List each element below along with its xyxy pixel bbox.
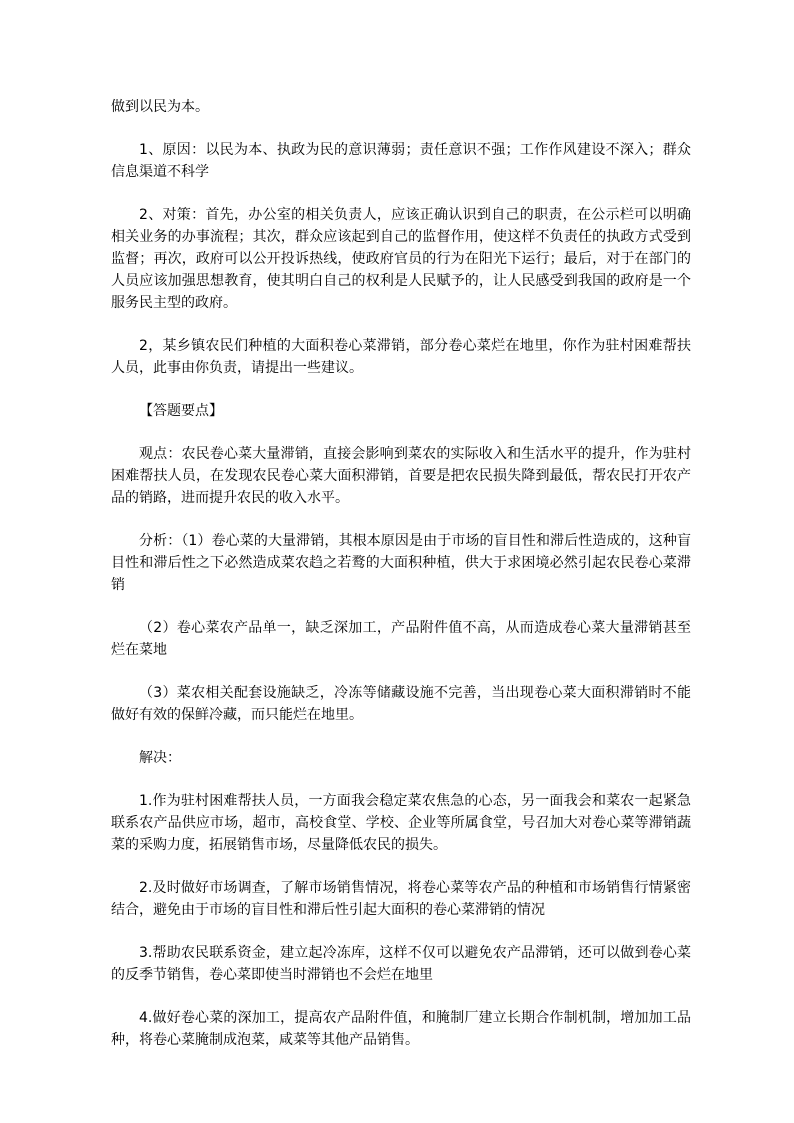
paragraph-analysis-3: （3）菜农相关配套设施缺乏，冷冻等储藏设施不完善，当出现卷心菜大面积滞销时不能做好有效的保鲜冷藏，而只能烂在地里。 xyxy=(111,685,691,723)
paragraph-solution-4: 4.做好卷心菜的深加工，提高农产品附件值，和腌制厂建立长期合作制机制，增加加工品种，将卷心菜腌制成泡菜，咸菜等其他产品销售。 xyxy=(111,1010,691,1048)
paragraph-causes: 1、原因：以民为本、执政为民的意识薄弱；责任意识不强；工作作风建设不深入；群众信息渠道不科学 xyxy=(111,142,691,180)
paragraph-question-2: 2，某乡镇农民们种植的大面积卷心菜滞销，部分卷心菜烂在地里，你作为驻村困难帮扶人员，此事由你负责，请提出一些建议。 xyxy=(111,338,691,376)
section-heading-answer-points: 【答题要点】 xyxy=(139,403,223,419)
paragraph-intro-continuation: 做到以民为本。 xyxy=(111,99,209,115)
paragraph-countermeasures: 2、对策：首先，办公室的相关负责人，应该正确认识到自己的职责，在公示栏可以明确相关业务的办事流程；其次，群众应该起到自己的监督作用，使这样不负责任的执政方式受到监督；再次，政府可以公开投诉热线，使政府官员的行为在阳光下运行；最后，对于在部门的人员应该加强思想教育，使其明白自己的权利是人民赋予的，让人民感受到我国的政府是一个服务民主型的政府。 xyxy=(111,207,691,311)
section-heading-solution: 解决： xyxy=(139,750,181,766)
paragraph-analysis-2: （2）卷心菜农产品单一，缺乏深加工，产品附件值不高，从而造成卷心菜大量滞销甚至烂在菜地 xyxy=(111,620,691,658)
paragraph-solution-1: 1.作为驻村困难帮扶人员，一方面我会稳定菜农焦急的心态，另一面我会和菜农一起紧急联系农产品供应市场，超市，高校食堂、学校、企业等所属食堂，号召加大对卷心菜等滞销蔬菜的采购力度，拓展销售市场，尽量降低农民的损失。 xyxy=(111,793,691,853)
paragraph-viewpoint: 观点：农民卷心菜大量滞销，直接会影响到菜农的实际收入和生活水平的提升，作为驻村困难帮扶人员，在发现农民卷心菜大面积滞销，首要是把农民损失降到最低，帮农民打开农产品的销路，进而提升农民的收入水平。 xyxy=(111,446,691,506)
paragraph-solution-2: 2.及时做好市场调查，了解市场销售情况，将卷心菜等农产品的种植和市场销售行情紧密结合，避免由于市场的盲目性和滞后性引起大面积的卷心菜滞销的情况 xyxy=(111,880,691,918)
document-page xyxy=(111,96,691,1072)
paragraph-analysis-1: 分析：（1）卷心菜的大量滞销，其根本原因是由于市场的盲目性和滞后性造成的，这种盲目性和滞后性之下必然造成菜农趋之若鹜的大面积种植，供大于求困境必然引起农民卷心菜滞销 xyxy=(111,533,691,593)
paragraph-solution-3: 3.帮助农民联系资金，建立起冷冻库，这样不仅可以避免农产品滞销，还可以做到卷心菜的反季节销售，卷心菜即使当时滞销也不会烂在地里 xyxy=(111,945,691,983)
